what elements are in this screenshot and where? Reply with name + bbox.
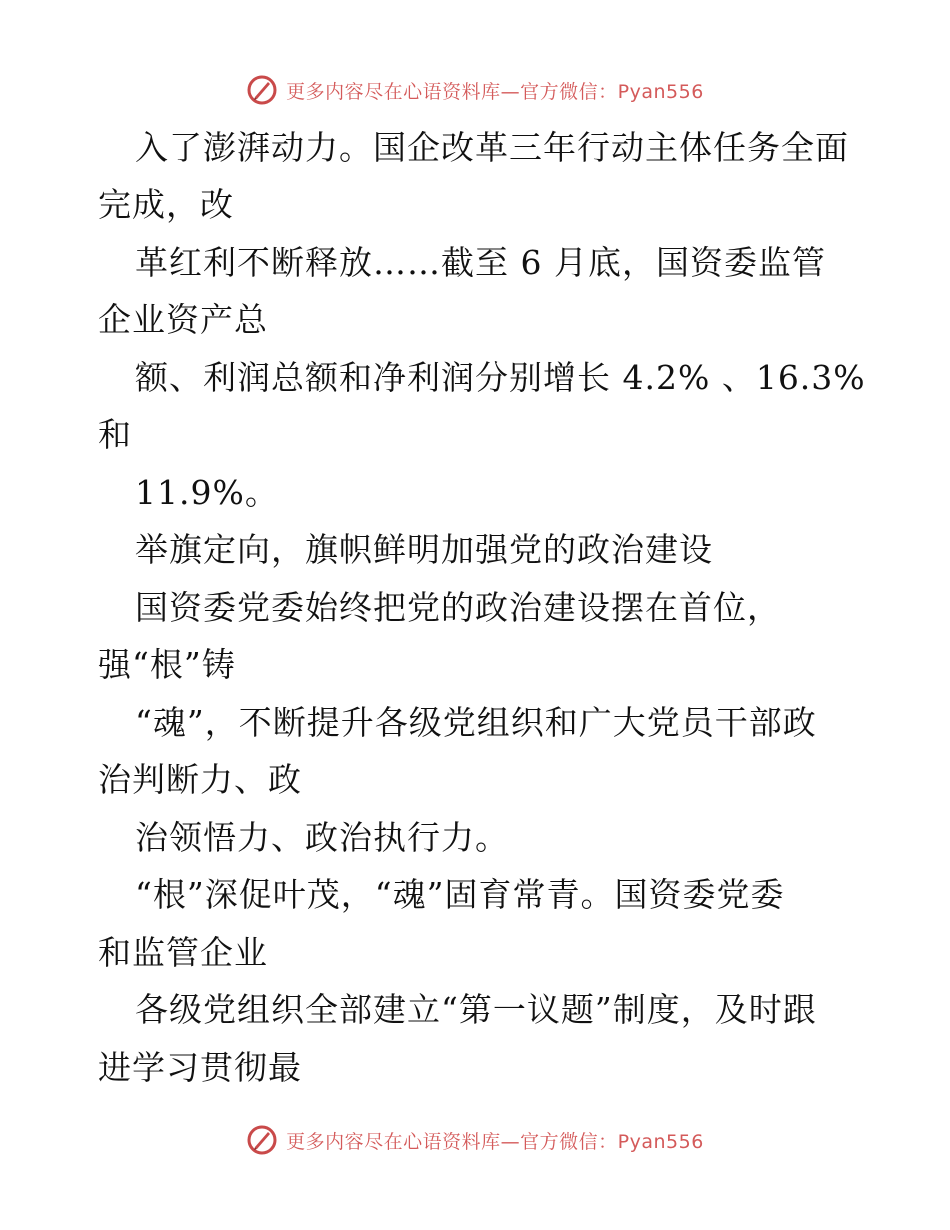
body-line: 各级党组织全部建立“第一议题”制度，及时跟 xyxy=(135,990,817,1029)
body-line: 入了澎湃动力。国企改革三年行动主体任务全面 xyxy=(135,128,849,167)
body-line: 11.9%。 xyxy=(135,473,279,512)
body-line: 企业资产总 xyxy=(98,300,268,339)
body-line: 国资委党委始终把党的政治建设摆在首位， xyxy=(135,588,781,627)
footer-watermark-text: 更多内容尽在心语资料库—官方微信：Pyan556 xyxy=(286,1130,704,1153)
body-line: “魂”，不断提升各级党组织和广大党员干部政 xyxy=(135,703,817,742)
footer-watermark-banner xyxy=(0,1120,950,1160)
body-line: “根”深促叶茂，“魂”固育常青。国资委党委 xyxy=(135,875,785,914)
body-line: 革红利不断释放……截至 6 月底，国资委监管 xyxy=(135,243,826,282)
body-line: 额、利润总额和净利润分别增长 4.2% 、16.3% xyxy=(135,358,866,397)
body-line: 进学习贯彻最 xyxy=(98,1048,302,1087)
body-line: 强“根”铸 xyxy=(98,645,236,684)
body-line: 和 xyxy=(98,415,132,454)
body-line: 和监管企业 xyxy=(98,933,268,972)
body-line: 完成，改 xyxy=(98,185,234,224)
section-heading: 举旗定向，旗帜鲜明加强党的政治建设 xyxy=(135,530,713,569)
header-watermark-text: 更多内容尽在心语资料库—官方微信：Pyan556 xyxy=(286,80,704,103)
quill-seal-icon xyxy=(246,1124,278,1156)
body-line: 治领悟力、政治执行力。 xyxy=(135,818,509,857)
body-line: 治判断力、政 xyxy=(98,760,302,799)
